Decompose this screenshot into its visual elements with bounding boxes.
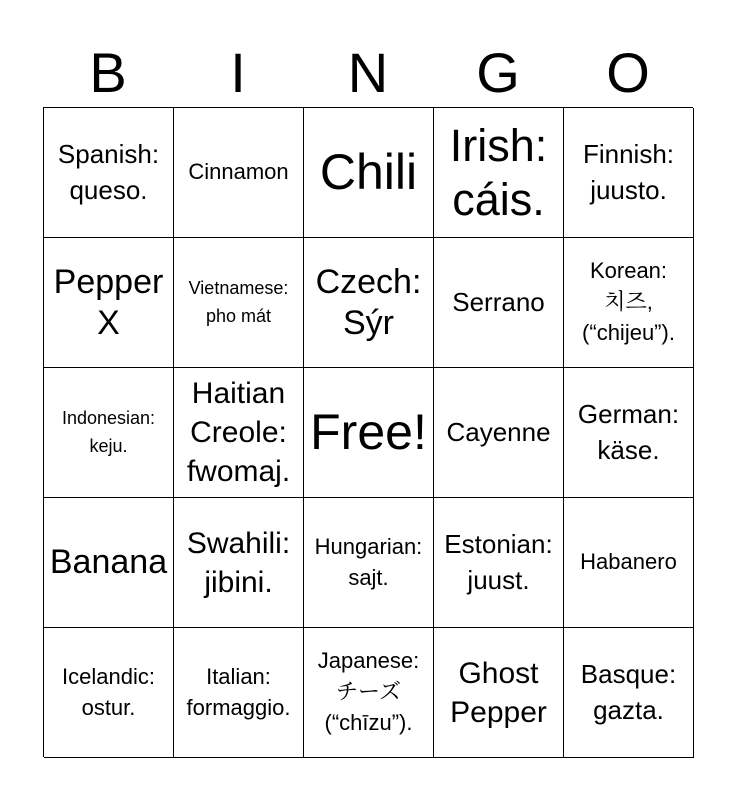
header-letter-o: O (606, 41, 650, 104)
bingo-cell[interactable]: Hungarian: sajt. (304, 498, 434, 628)
bingo-cell[interactable]: Czech: Sýr (304, 238, 434, 368)
bingo-cell[interactable]: Indonesian: keju. (44, 368, 174, 498)
bingo-cell[interactable]: Irish: cáis. (434, 108, 564, 238)
bingo-cell[interactable]: Spanish: queso. (44, 108, 174, 238)
bingo-cell[interactable]: Finnish: juusto. (564, 108, 694, 238)
bingo-cell[interactable]: Japanese: チーズ (“chīzu”). (304, 628, 434, 758)
bingo-cell[interactable]: Swahili: jibini. (174, 498, 304, 628)
bingo-cell[interactable]: Pepper X (44, 238, 174, 368)
header-letter-n: N (347, 41, 389, 104)
bingo-cell[interactable]: Basque: gazta. (564, 628, 694, 758)
bingo-cell[interactable]: Chili (304, 108, 434, 238)
header-letter-b: B (89, 41, 127, 104)
bingo-cell[interactable]: Haitian Creole: fwomaj. (174, 368, 304, 498)
header-letter-g: G (476, 41, 520, 104)
bingo-cell[interactable]: Vietnamese: pho mát (174, 238, 304, 368)
bingo-cell[interactable]: German: käse. (564, 368, 694, 498)
bingo-cell[interactable]: Cinnamon (174, 108, 304, 238)
bingo-header (43, 38, 693, 108)
bingo-cell[interactable]: Estonian: juust. (434, 498, 564, 628)
bingo-cell[interactable]: Italian: formaggio. (174, 628, 304, 758)
header-letter-i: I (230, 41, 246, 104)
bingo-cell[interactable]: Ghost Pepper (434, 628, 564, 758)
bingo-cell[interactable]: Banana (44, 498, 174, 628)
bingo-board (43, 107, 693, 757)
free-space-cell[interactable]: Free! (304, 368, 434, 498)
bingo-cell[interactable]: Serrano (434, 238, 564, 368)
bingo-cell[interactable]: Icelandic: ostur. (44, 628, 174, 758)
bingo-cell[interactable]: Korean: 치즈, (“chijeu”). (564, 238, 694, 368)
bingo-cell[interactable]: Habanero (564, 498, 694, 628)
bingo-cell[interactable]: Cayenne (434, 368, 564, 498)
